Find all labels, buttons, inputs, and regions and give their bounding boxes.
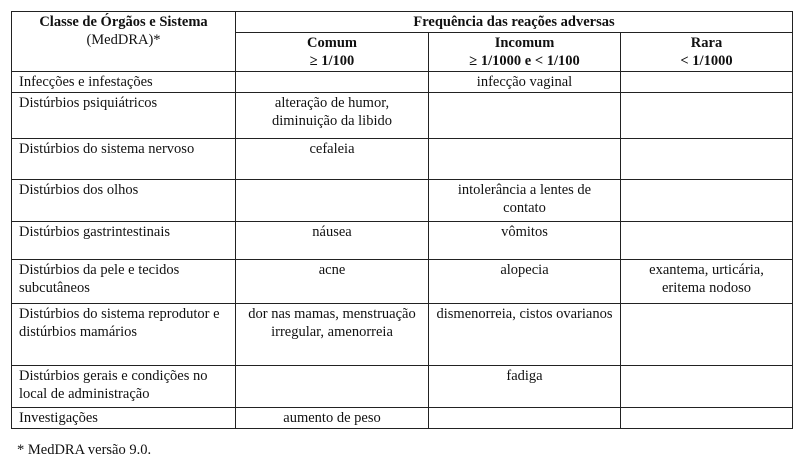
cell-rara <box>621 304 793 366</box>
cell-classe: Distúrbios dos olhos <box>12 180 236 222</box>
header-comum <box>236 33 429 72</box>
table-row <box>12 93 793 139</box>
cell-rara <box>621 366 793 408</box>
table-row <box>12 139 793 180</box>
adverse-reactions-table <box>11 11 793 429</box>
cell-incomum: infecção vaginal <box>429 72 621 93</box>
table-row <box>12 366 793 408</box>
cell-rara: exantema, urticária, eritema nodoso <box>621 260 793 304</box>
cell-classe: Distúrbios gastrintestinais <box>12 222 236 260</box>
cell-classe: Distúrbios do sistema nervoso <box>12 139 236 180</box>
header-frequency-group: Frequência das reações adversas <box>236 12 793 33</box>
cell-rara <box>621 222 793 260</box>
cell-rara <box>621 139 793 180</box>
header-rara-label: Rara <box>690 35 723 51</box>
cell-incomum <box>429 408 621 429</box>
header-incomum-label: Incomum <box>494 35 555 51</box>
cell-comum: cefaleia <box>236 139 429 180</box>
cell-incomum: alopecia <box>429 260 621 304</box>
table-row <box>12 304 793 366</box>
cell-incomum <box>429 139 621 180</box>
cell-rara <box>621 180 793 222</box>
table-row <box>12 180 793 222</box>
cell-incomum: fadiga <box>429 366 621 408</box>
cell-incomum: vômitos <box>429 222 621 260</box>
cell-comum: acne <box>236 260 429 304</box>
cell-rara <box>621 408 793 429</box>
cell-rara <box>621 93 793 139</box>
table-row <box>12 72 793 93</box>
header-incomum-range: ≥ 1/1000 e < 1/100 <box>469 53 580 69</box>
header-organ-class <box>12 12 236 72</box>
cell-incomum: intolerância a lentes de contato <box>429 180 621 222</box>
cell-classe: Investigações <box>12 408 236 429</box>
cell-incomum <box>429 93 621 139</box>
cell-rara <box>621 72 793 93</box>
cell-comum: alteração de humor, diminuição da libido <box>236 93 429 139</box>
header-rara-range: < 1/1000 <box>680 53 733 69</box>
header-incomum <box>429 33 621 72</box>
cell-classe: Distúrbios do sistema reprodutor e distúrbios mamários <box>12 304 236 366</box>
header-rara <box>621 33 793 72</box>
cell-comum: dor nas mamas, menstruação irregular, amenorreia <box>236 304 429 366</box>
header-comum-range: ≥ 1/100 <box>309 53 355 69</box>
cell-classe: Distúrbios gerais e condições no local de administração <box>12 366 236 408</box>
header-comum-label: Comum <box>307 35 357 51</box>
header-organ-class-line2: (MedDRA)* <box>86 32 161 48</box>
cell-comum <box>236 72 429 93</box>
table-row <box>12 408 793 429</box>
footnote: * MedDRA versão 9.0. <box>17 442 152 458</box>
cell-classe: Distúrbios psiquiátricos <box>12 93 236 139</box>
cell-comum <box>236 180 429 222</box>
cell-incomum: dismenorreia, cistos ovarianos <box>429 304 621 366</box>
cell-classe: Infecções e infestações <box>12 72 236 93</box>
cell-comum: aumento de peso <box>236 408 429 429</box>
table-row <box>12 222 793 260</box>
table-row <box>12 260 793 304</box>
cell-classe: Distúrbios da pele e tecidos subcutâneos <box>12 260 236 304</box>
cell-comum: náusea <box>236 222 429 260</box>
header-organ-class-line1: Classe de Órgãos e Sistema <box>39 14 208 30</box>
cell-comum <box>236 366 429 408</box>
